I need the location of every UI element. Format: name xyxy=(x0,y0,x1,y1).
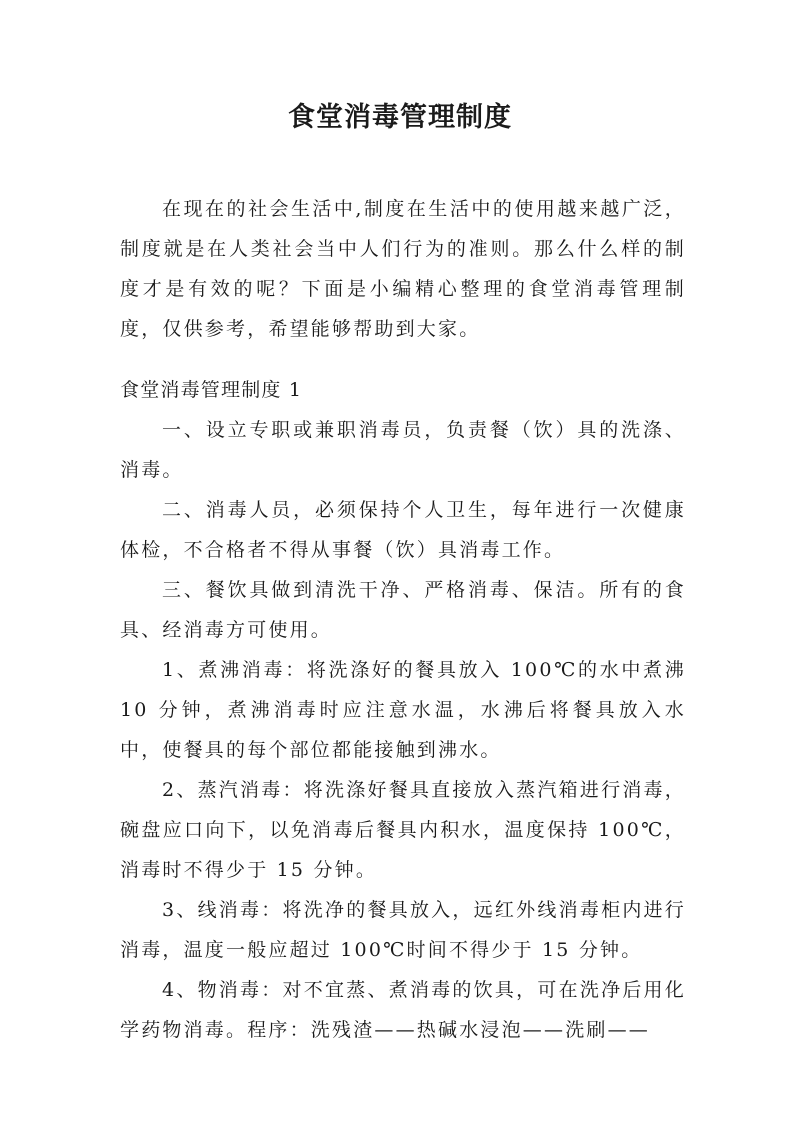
clause-2-paragraph: 二、消毒人员，必须保持个人卫生，每年进行一次健康体检，不合格者不得从事餐（饮）具消毒工作。 xyxy=(120,499,686,561)
intro-paragraph: 在现在的社会生活中,制度在生活中的使用越来越广泛，制度就是在人类社会当中人们行为的准则。那么什么样的制度才是有效的呢？下面是小编精心整理的食堂消毒管理制度，仅供参考，希望能够帮助到大家。 xyxy=(120,198,686,340)
clause-1-paragraph: 一、设立专职或兼职消毒员，负责餐（饮）具的洗涤、消毒。 xyxy=(120,419,686,481)
method-infrared-paragraph: 3、线消毒：将洗净的餐具放入，远红外线消毒柜内进行消毒，温度一般应超过 100℃时间不得少于 15 分钟。 xyxy=(120,899,686,961)
method-steam-paragraph: 2、蒸汽消毒：将洗涤好餐具直接放入蒸汽箱进行消毒，碗盘应口向下，以免消毒后餐具内积水，温度保持 100℃，消毒时不得少于 15 分钟。 xyxy=(120,779,686,881)
clause-3-paragraph: 三、餐饮具做到清洗干净、严格消毒、保洁。所有的食具、经消毒方可使用。 xyxy=(120,579,686,641)
method-chemical-paragraph: 4、物消毒：对不宜蒸、煮消毒的饮具，可在洗净后用化学药物消毒。程序：洗残渣——热碱水浸泡——洗刷—— xyxy=(120,979,686,1041)
document-title: 食堂消毒管理制度 xyxy=(288,102,512,133)
section-heading: 食堂消毒管理制度 1 xyxy=(120,379,303,401)
method-boiling-paragraph: 1、煮沸消毒：将洗涤好的餐具放入 100℃的水中煮沸 10 分钟，煮沸消毒时应注意水温，水沸后将餐具放入水中，使餐具的每个部位都能接触到沸水。 xyxy=(120,659,686,761)
